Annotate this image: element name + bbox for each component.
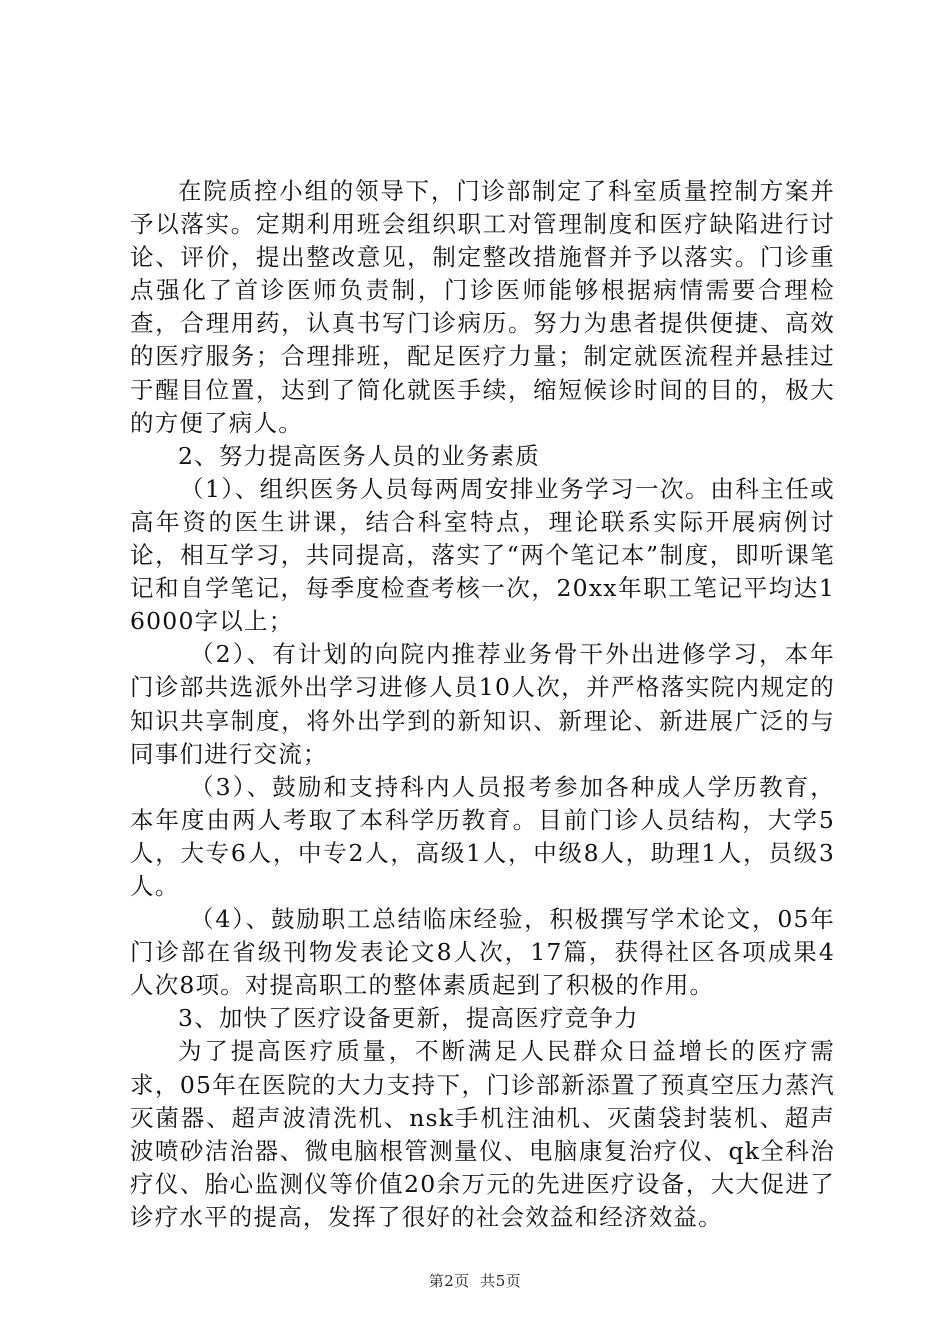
- page-number: 第2页 共5页: [428, 1272, 522, 1290]
- document-body: [130, 175, 835, 1234]
- paragraph-item-3: （3）、鼓励和支持科内人员报考参加各种成人学历教育，本年度由两人考取了本科学历教育。目前门诊人员结构，大学5人，大专6人，中专2人，高级1人，中级8人，助理1人，员级3人。: [130, 772, 835, 900]
- paragraph-item-1: （1）、组织医务人员每两周安排业务学习一次。由科主任或高年资的医生讲课，结合科室特点，理论联系实际开展病例讨论，相互学习，共同提高，落实了“两个笔记本”制度，即听课笔记和自学笔记，每季度检查考核一次，20xx年职工笔记平均达16000字以上；: [130, 474, 835, 636]
- heading-equipment-update: 3、加快了医疗设备更新，提高医疗竞争力: [178, 1004, 639, 1033]
- paragraph-quality-control: 在院质控小组的领导下，门诊部制定了科室质量控制方案并予以落实。定期利用班会组织职工对管理制度和医疗缺陷进行讨论、评价，提出整改意见，制定整改措施督并予以落实。门诊重点强化了首诊医师负责制，门诊医师能够根据病情需要合理检查，合理用药，认真书写门诊病历。努力为患者提供便捷、高效的医疗服务；合理排班，配足医疗力量；制定就医流程并悬挂过于醒目位置，达到了简化就医手续，缩短候诊时间的目的，极大的方便了病人。: [130, 177, 835, 437]
- paragraph-item-2: （2）、有计划的向院内推荐业务骨干外出进修学习，本年门诊部共选派外出学习进修人员10人次，并严格落实院内规定的知识共享制度，将外出学到的新知识、新理论、新进展广泛的与同事们进行交流；: [130, 640, 835, 768]
- heading-staff-quality: 2、努力提高医务人员的业务素质: [178, 441, 540, 470]
- paragraph-item-4: （4）、鼓励职工总结临床经验，积极撰写学术论文，05年门诊部在省级刊物发表论文8人次，17篇，获得社区各项成果4人次8项。对提高职工的整体素质起到了积极的作用。: [130, 905, 835, 1000]
- paragraph-equipment: 为了提高医疗质量，不断满足人民群众日益增长的医疗需求，05年在医院的大力支持下，门诊部新添置了预真空压力蒸汽灭菌器、超声波清洗机、nsk手机注油机、灭菌袋封装机、超声波喷砂洁治器、微电脑根管测量仪、电脑康复治疗仪、qk全科治疗仪、胎心监测仪等价值20余万元的先进医疗设备，大大促进了诊疗水平的提高，发挥了很好的社会效益和经济效益。: [130, 1037, 835, 1231]
